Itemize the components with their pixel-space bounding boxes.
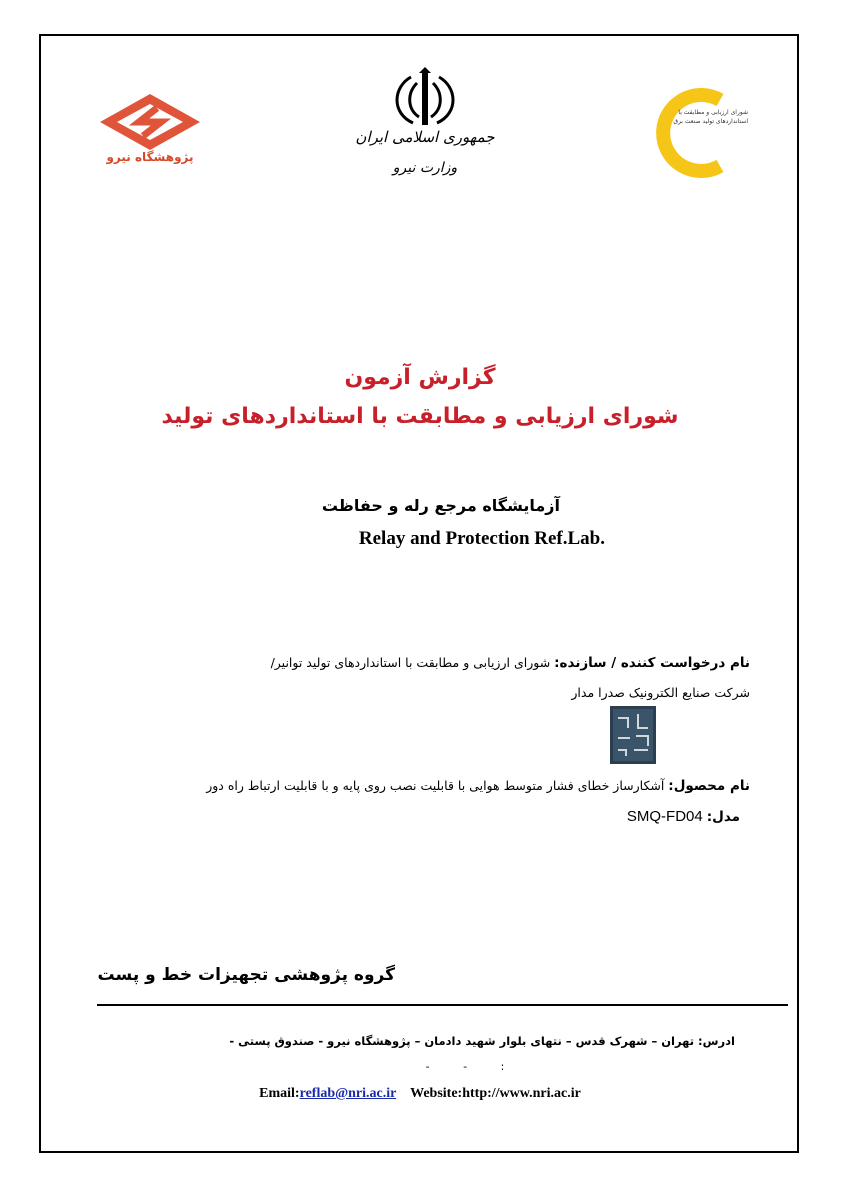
council-title: شورای ارزیابی و مطابقت با استانداردهای تولید (161, 404, 679, 429)
model-value: SMQ-FD04 (626, 808, 703, 825)
emblem-caption-country: جمهوری اسلامی ایران (355, 128, 495, 146)
council-logo-caption: شورای ارزیابی و مطابقت با استانداردهای تولید صنعت برق (673, 109, 748, 125)
email-link[interactable]: reflab@nri.ac.ir (299, 1086, 397, 1101)
lab-name-english: Relay and Protection Ref.Lab. (358, 528, 605, 549)
emblem-caption-ministry: وزارت نیرو (392, 160, 458, 176)
model-line (100, 808, 740, 825)
address-line-2: : - - (425, 1060, 505, 1073)
website-link[interactable]: Website:http://www.nri.ac.ir (410, 1086, 581, 1101)
footer-divider (97, 1004, 788, 1006)
product-label: نام محصول: (668, 778, 750, 794)
nri-logo-caption: پژوهشگاه نیرو (106, 150, 194, 164)
address-line: ادرس: تهران – شهرک قدس – نتهای بلوار شهید دادمان – پژوهشگاه نیرو - صندوق پستی - (229, 1034, 735, 1048)
requester-value: شورای ارزیابی و مطابقت با استانداردهای تولید توانیر/ (270, 655, 551, 670)
sadra-company-logo (610, 706, 656, 764)
requester-label: نام درخواست کننده / سازنده: (554, 655, 750, 671)
contact-line (40, 1086, 800, 1102)
model-label: مدل: (706, 809, 740, 825)
council-logo (645, 88, 765, 178)
report-title: گزارش آزمون (344, 365, 496, 390)
research-group-name: گروه پژوهشی تجهیزات خط و پست (97, 965, 395, 985)
product-line (100, 778, 750, 794)
product-value: آشکارساز خطای فشار متوسط هوایی با قابلیت نصب روی پایه و با قابلیت ارتباط راه دور (206, 778, 665, 793)
requester-company: شرکت صنایع الکترونیک صدرا مدار (571, 685, 750, 700)
lab-name-persian: آزمایشگاه مرجع رله و حفاظت (321, 496, 560, 515)
requester-block (100, 648, 750, 708)
page-border (39, 34, 799, 1153)
email-label: Email: (259, 1086, 300, 1101)
